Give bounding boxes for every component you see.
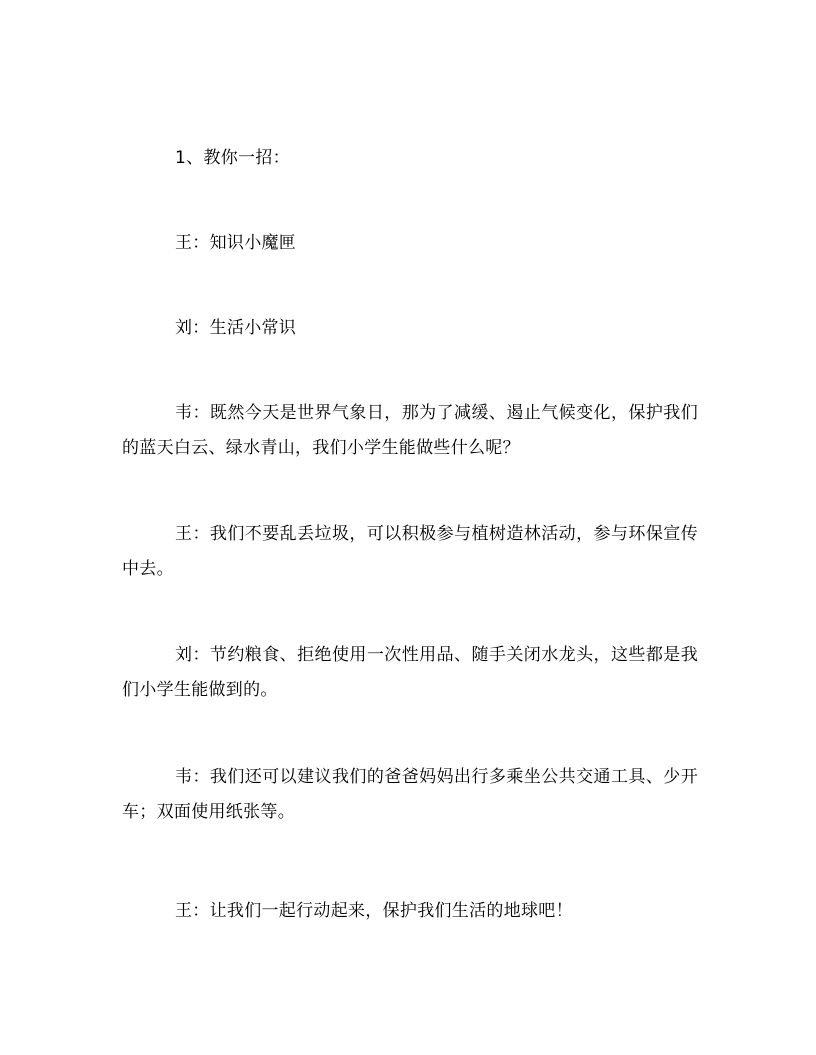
dialogue-line: 刘：节约粮食、拒绝使用一次性用品、随手关闭水龙头，这些都是我们小学生能做到的。 — [122, 645, 698, 700]
dialogue-line: 韦：我们还可以建议我们的爸爸妈妈出行多乘坐公共交通工具、少开车；双面使用纸张等。 — [122, 767, 698, 822]
dialogue-line: 王：知识小魔匣 — [175, 233, 297, 253]
dialogue-line: 王：让我们一起行动起来，保护我们生活的地球吧！ — [175, 901, 573, 921]
dialogue-line: 王：我们不要乱丢垃圾，可以积极参与植树造林活动，参与环保宣传中去。 — [122, 524, 698, 579]
section-heading: 1、教你一招： — [175, 148, 290, 168]
dialogue-line: 刘：生活小常识 — [175, 318, 297, 338]
dialogue-line: 韦：既然今天是世界气象日，那为了减缓、遏止气候变化，保护我们的蓝天白云、绿水青山，我们小学生能做些什么呢？ — [122, 403, 698, 458]
